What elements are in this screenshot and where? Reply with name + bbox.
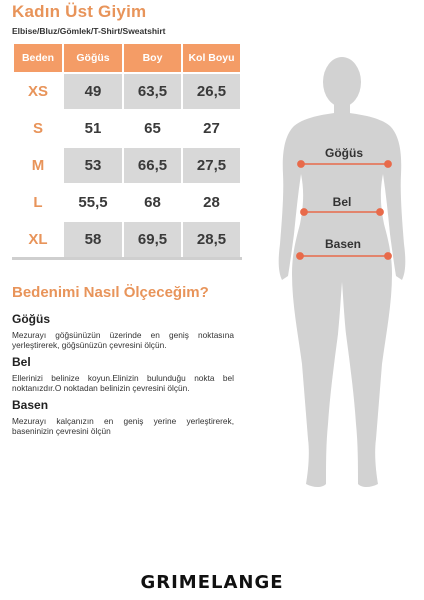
gogus-cell: 51	[63, 110, 123, 147]
size-cell: L	[13, 184, 63, 221]
guide-section-text: Mezurayı göğsünüzün üzerinde en geniş noktasına yerleştirerek, göğsünüzün çevresini ölçün.	[12, 330, 234, 350]
kol-boyu-cell: 28,5	[182, 221, 241, 259]
kol-boyu-cell: 28	[182, 184, 241, 221]
boy-cell: 69,5	[123, 221, 182, 259]
header-boy: Boy	[123, 43, 182, 73]
page-title: Kadın Üst Giyim	[12, 2, 147, 21]
size-table	[12, 42, 242, 260]
boy-cell: 66,5	[123, 147, 182, 184]
size-cell: M	[13, 147, 63, 184]
table-header-row	[13, 43, 241, 73]
label-gogus: Göğüs	[325, 146, 363, 160]
kol-boyu-cell: 27	[182, 110, 241, 147]
guide-section-title: Bel	[12, 355, 31, 369]
guide-heading: Bedenimi Nasıl Ölçeceğim?	[12, 284, 209, 301]
body-silhouette	[279, 57, 406, 487]
kol-boyu-cell: 26,5	[182, 73, 241, 110]
table-row	[13, 73, 241, 110]
table-row	[13, 147, 241, 184]
table-row	[13, 221, 241, 259]
table-row	[13, 110, 241, 147]
gogus-cell: 55,5	[63, 184, 123, 221]
boy-cell: 63,5	[123, 73, 182, 110]
label-bel: Bel	[332, 195, 352, 209]
label-basen: Basen	[324, 237, 362, 251]
size-cell: S	[13, 110, 63, 147]
guide-section-gogus	[12, 312, 234, 350]
guide-section-basen	[12, 398, 234, 436]
brand-logo-text: GRIMELANGE	[140, 572, 284, 593]
gogus-cell: 49	[63, 73, 123, 110]
guide-section-text: Mezurayı kalçanızın en geniş yerine yerleştirerek, baseninizin çevresini ölçün	[12, 416, 234, 436]
body-silhouette-figure	[270, 44, 420, 504]
boy-cell: 68	[123, 184, 182, 221]
guide-section-text: Ellerinizi belinize koyun.Elinizin bulunduğu nokta bel noktanızdır.O noktadan belinizin çevresini ölçün.	[12, 373, 234, 393]
header-gogus: Göğüs	[63, 43, 123, 73]
kol-boyu-cell: 27,5	[182, 147, 241, 184]
guide-section-title: Basen	[12, 398, 49, 412]
boy-cell: 65	[123, 110, 182, 147]
guide-section-title: Göğüs	[12, 312, 50, 326]
header-beden: Beden	[13, 43, 63, 73]
page-subtitle: Elbise/Bluz/Gömlek/T-Shirt/Sweatshirt	[12, 26, 166, 36]
gogus-cell: 53	[63, 147, 123, 184]
gogus-cell: 58	[63, 221, 123, 259]
size-cell: XL	[13, 221, 63, 259]
guide-section-bel	[12, 355, 234, 393]
size-cell: XS	[13, 73, 63, 110]
header-kol-boyu: Kol Boyu	[182, 43, 241, 73]
table-row	[13, 184, 241, 221]
